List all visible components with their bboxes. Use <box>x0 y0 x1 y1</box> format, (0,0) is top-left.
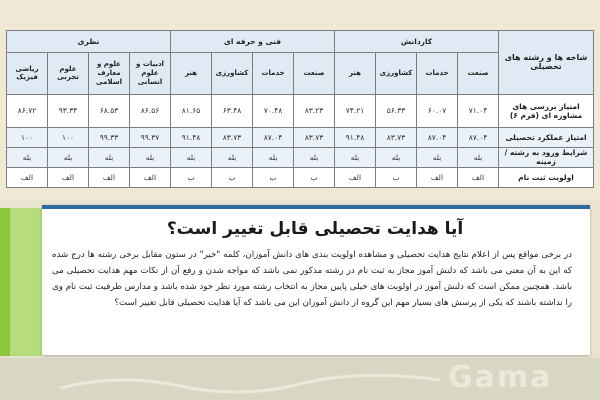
column-header: هنر <box>171 53 212 94</box>
table-cell: بله <box>212 147 253 167</box>
guidance-results-table <box>6 30 594 188</box>
table-cell: ۸۶.۵۶ <box>130 94 171 127</box>
table-cell: ۶۳.۴۸ <box>212 94 253 127</box>
table-cell: ۸۶.۷۲ <box>7 94 48 127</box>
row-label: شرایط ورود به رشته / زمینه <box>499 147 594 167</box>
table-cell: بله <box>458 147 499 167</box>
table-cell: ۸۳.۷۳ <box>294 127 335 147</box>
table-row <box>7 167 594 187</box>
column-header: کشاورزی <box>212 53 253 94</box>
column-header: خدمات <box>417 53 458 94</box>
table-cell: ۷۴.۲۱ <box>335 94 376 127</box>
table-row <box>7 127 594 147</box>
table-cell: ۸۱.۶۵ <box>171 94 212 127</box>
table-cell: بله <box>130 147 171 167</box>
article-card <box>42 205 590 355</box>
table-cell: ۸۷.۰۴ <box>253 127 294 147</box>
table-cell: ۵۶.۳۳ <box>376 94 417 127</box>
table-cell: بله <box>417 147 458 167</box>
card-top-bar <box>42 205 590 209</box>
column-header: کشاورزی <box>376 53 417 94</box>
table-cell: ۹۳.۳۴ <box>48 94 89 127</box>
row-label: امتیاز عملکرد تحصیلی <box>499 127 594 147</box>
table-cell: ۹۱.۴۸ <box>335 127 376 147</box>
column-header: علوم تجربی <box>48 53 89 94</box>
table-cell: ب <box>171 167 212 187</box>
group-header-kardanesh: کاردانش <box>335 31 499 53</box>
table-cell: الف <box>417 167 458 187</box>
group-header-fani: فنی و حرفه ای <box>171 31 335 53</box>
group-header-nazari: نظری <box>7 31 171 53</box>
wave-decoration <box>60 368 440 398</box>
row-label: اولویت ثبت نام <box>499 167 594 187</box>
table-cell: ۹۹.۳۳ <box>89 127 130 147</box>
table-cell: الف <box>458 167 499 187</box>
table-cell: الف <box>48 167 89 187</box>
table-cell: ب <box>212 167 253 187</box>
table-cell: الف <box>7 167 48 187</box>
row-label: امتیاز بررسی های مشاوره ای (فرم ۶) <box>499 94 594 127</box>
table-cell: ۸۳.۷۳ <box>212 127 253 147</box>
column-header: هنر <box>335 53 376 94</box>
table-cell: ب <box>253 167 294 187</box>
guidance-table-container <box>6 30 594 188</box>
table-cell: بله <box>253 147 294 167</box>
table-cell: بله <box>89 147 130 167</box>
table-cell: بله <box>48 147 89 167</box>
table-cell: بله <box>376 147 417 167</box>
column-header: صنعت <box>458 53 499 94</box>
article-title: آیا هدایت تحصیلی قابل تغییر است؟ <box>166 219 464 239</box>
table-cell: ب <box>294 167 335 187</box>
table-cell: ۹۱.۴۸ <box>171 127 212 147</box>
column-header: خدمات <box>253 53 294 94</box>
table-cell: ب <box>376 167 417 187</box>
table-cell: بله <box>7 147 48 167</box>
column-header: صنعت <box>294 53 335 94</box>
table-cell: ۸۷.۰۴ <box>417 127 458 147</box>
wave-line <box>60 375 440 392</box>
table-group-header-row <box>7 31 594 53</box>
table-row <box>7 94 594 127</box>
column-header: علوم و معارف اسلامی <box>89 53 130 94</box>
column-header: ادبیات و علوم انسانی <box>130 53 171 94</box>
table-cell: ۱۰۰ <box>7 127 48 147</box>
table-cell: الف <box>335 167 376 187</box>
table-corner-header: شاخه ها و رشته های تحصیلی <box>499 31 594 95</box>
table-cell: بله <box>294 147 335 167</box>
table-cell: الف <box>89 167 130 187</box>
table-cell: بله <box>335 147 376 167</box>
gama-logo: Gama <box>448 360 553 395</box>
table-cell: ۹۹.۳۷ <box>130 127 171 147</box>
table-cell: بله <box>171 147 212 167</box>
table-row <box>7 147 594 167</box>
table-cell: ۷۱.۰۴ <box>458 94 499 127</box>
table-cell: ۶۰.۰۷ <box>417 94 458 127</box>
column-header: ریاضی فیزیک <box>7 53 48 94</box>
article-body: در برخی مواقع پس از اعلام نتایج هدایت تحصیلی و مشاهده اولویت بندی های دانش آموزان، کلمه "خیر" در ستون مقابل برخی رشته ها درج شده که این به آن معنی می باشد که دلنش آموز مجاز به ثبت نام در رشته مذکور نمی باشد که مواجه شدن و رفع آن از نکات مهم هدایت تحصیلی می باشد. همچنین ممکن است که دلنش آموز در اولویت های خیلی پایین مجاز به انتخاب رشته مورد نظر خود شده باشد و مدارس ظرفیت ثبت نام وی را نداشته باشند که یکی از پرسش های بسیار مهم این گروه از دانش آموزان این می باشد که آیا هدایت تحصیلی قابل تغییر است؟ <box>52 250 572 308</box>
light-green-accent-strip <box>10 208 42 356</box>
table-cell: ۸۳.۷۳ <box>376 127 417 147</box>
table-cell: الف <box>130 167 171 187</box>
table-cell: ۸۷.۰۴ <box>458 127 499 147</box>
table-cell: ۸۳.۲۳ <box>294 94 335 127</box>
table-cell: ۶۸.۵۳ <box>89 94 130 127</box>
table-cell: ۱۰۰ <box>48 127 89 147</box>
table-cell: ۷۰.۴۸ <box>253 94 294 127</box>
